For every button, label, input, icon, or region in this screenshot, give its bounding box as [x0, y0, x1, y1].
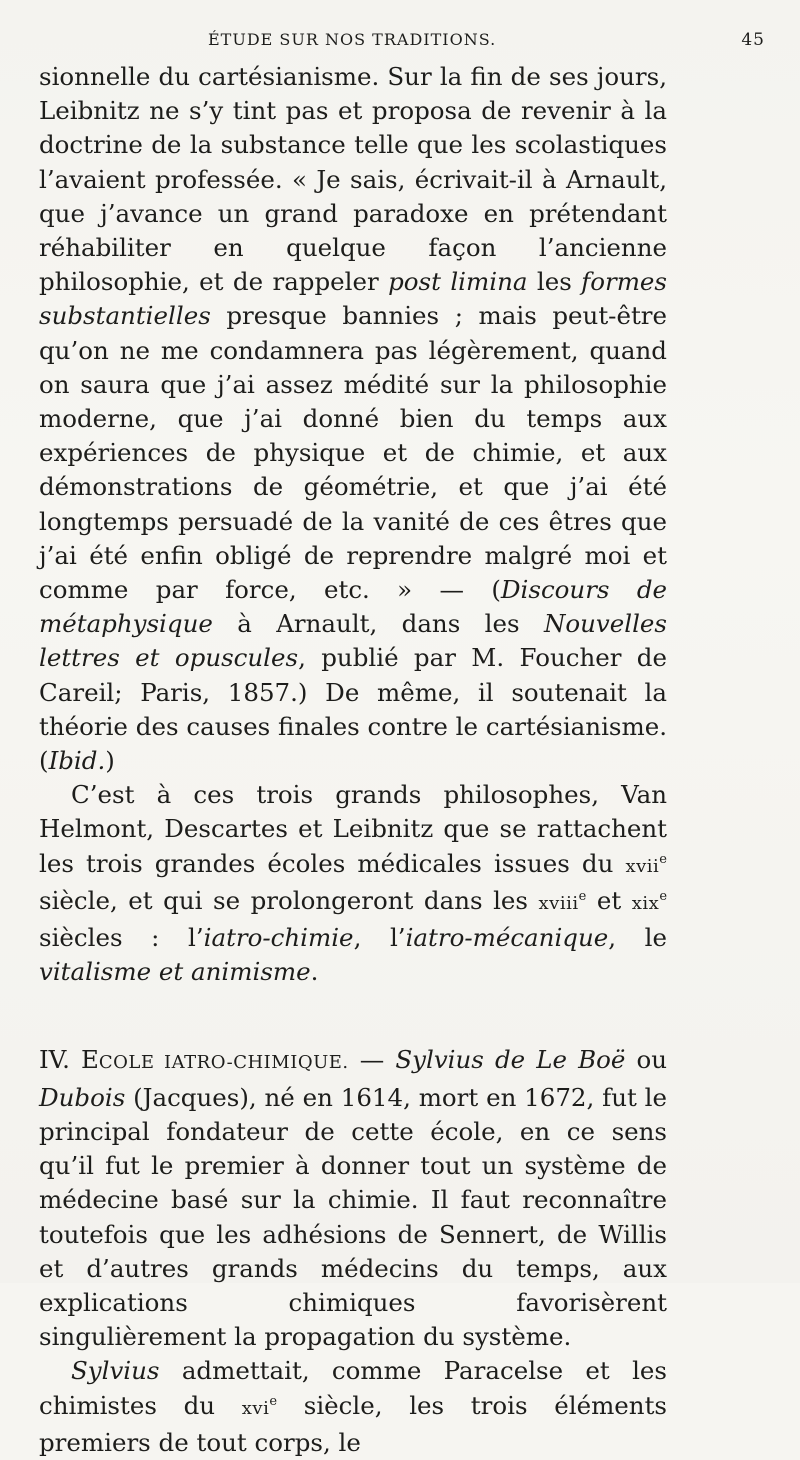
italic-run: Sylvius: [71, 1356, 160, 1386]
century-numeral: xviii: [538, 892, 579, 914]
text-run: à Arnault, dans les: [212, 609, 544, 639]
text-run: et: [586, 885, 632, 915]
superscript: e: [269, 1393, 278, 1409]
section-heading: COLE IATRO-CHIMIQUE.: [98, 1052, 349, 1074]
italic-run: Sylvius de Le Boë: [395, 1045, 626, 1075]
italic-run: Nouvelles lettres et opuscules: [39, 609, 667, 673]
superscript: e: [659, 888, 668, 904]
paragraph-sylvius: [39, 1354, 667, 1460]
section-spacer: [39, 989, 667, 1043]
page-number: 45: [741, 30, 765, 50]
section-number: IV.: [39, 1045, 81, 1075]
text-run: siècle, et qui se prolongeront dans les: [39, 885, 539, 915]
text-run: , l’: [353, 923, 406, 953]
century-numeral: xvi: [241, 1397, 270, 1419]
italic-run: post limina: [388, 267, 528, 297]
text-run: sionnelle du cartésianisme. Sur la fin de ses jours, Leibnitz ne s’y tint pas et proposa de revenir à la doctrine de la substance telle que les scolastiques l’avaient professée. « Je sais, écrivait-il à Arnault, que j’avance un grand paradoxe en prétendant réhabiliter en quelque façon l’ancienne philosophie, et de rappeler: [39, 62, 667, 297]
text-run: (Jacques), né en 1614, mort en 1672, fut le principal fondateur de cette école, en ce sens qu’il fut le premier à donner tout un système de médecine basé sur la chimie. Il faut reconnaître toutefois que les adhésions de Sennert, de Willis et d’autres grands médecins du temps, aux explications chimiques favorisèrent singulièrement la propagation du système.: [39, 1082, 667, 1352]
text-run: ou: [625, 1045, 668, 1075]
italic-run: iatro-mécanique: [405, 923, 609, 953]
running-head: [40, 30, 765, 54]
italic-run: iatro-chimie: [203, 923, 354, 953]
italic-run: formes substantielles: [39, 267, 668, 331]
text-run: , le: [608, 923, 667, 953]
text-run: siècle, les trois éléments premiers de tout corps, le: [39, 1390, 667, 1457]
century-numeral: xvii: [625, 855, 660, 877]
text-run: les: [527, 267, 582, 297]
italic-run: vitalisme et animisme: [39, 957, 311, 987]
text-run: admettait, comme Paracelse et les chimistes du: [39, 1356, 667, 1420]
text-run: siècles : l’: [39, 923, 204, 953]
paragraph-leibnitz: [39, 60, 667, 778]
italic-run: Dubois: [39, 1082, 126, 1112]
paragraph-three-schools: [39, 778, 667, 989]
italic-run: Ibid.: [48, 746, 106, 776]
running-title: ÉTUDE SUR NOS TRADITIONS.: [208, 30, 497, 49]
superscript: e: [659, 851, 667, 867]
text-run: presque bannies ; mais peut-être qu’on ne me condamnera pas légèrement, quand on saura que j’ai assez médité sur la philosophie moderne, que j’ai donné bien du temps aux expériences de physique et de chimie, et aux démonstrations de géométrie, et que j’ai été longtemps persuadé de la vanité de ces êtres que j’ai été enfin obligé de reprendre malgré moi et comme par force, etc. » — (: [39, 301, 667, 605]
body-text: [39, 60, 667, 1460]
section-iv-iatro-chimique: [39, 1043, 667, 1354]
text-run: ): [105, 746, 115, 776]
italic-run: Discours de métaphysique: [39, 575, 667, 639]
section-heading-initial: E: [80, 1045, 99, 1075]
century-numeral: xix: [631, 892, 660, 914]
text-run: C’est à ces trois grands philosophes, Van Helmont, Descartes et Leibnitz que se rattachent les trois grandes écoles médicales issues du: [39, 780, 667, 878]
text-run: —: [348, 1045, 396, 1075]
text-run: .: [310, 957, 319, 987]
superscript: e: [578, 888, 587, 904]
text-run: , publié par M. Foucher de Careil; Paris, 1857.) De même, il soutenait la théorie des causes finales contre le cartésianisme. (: [39, 643, 667, 776]
